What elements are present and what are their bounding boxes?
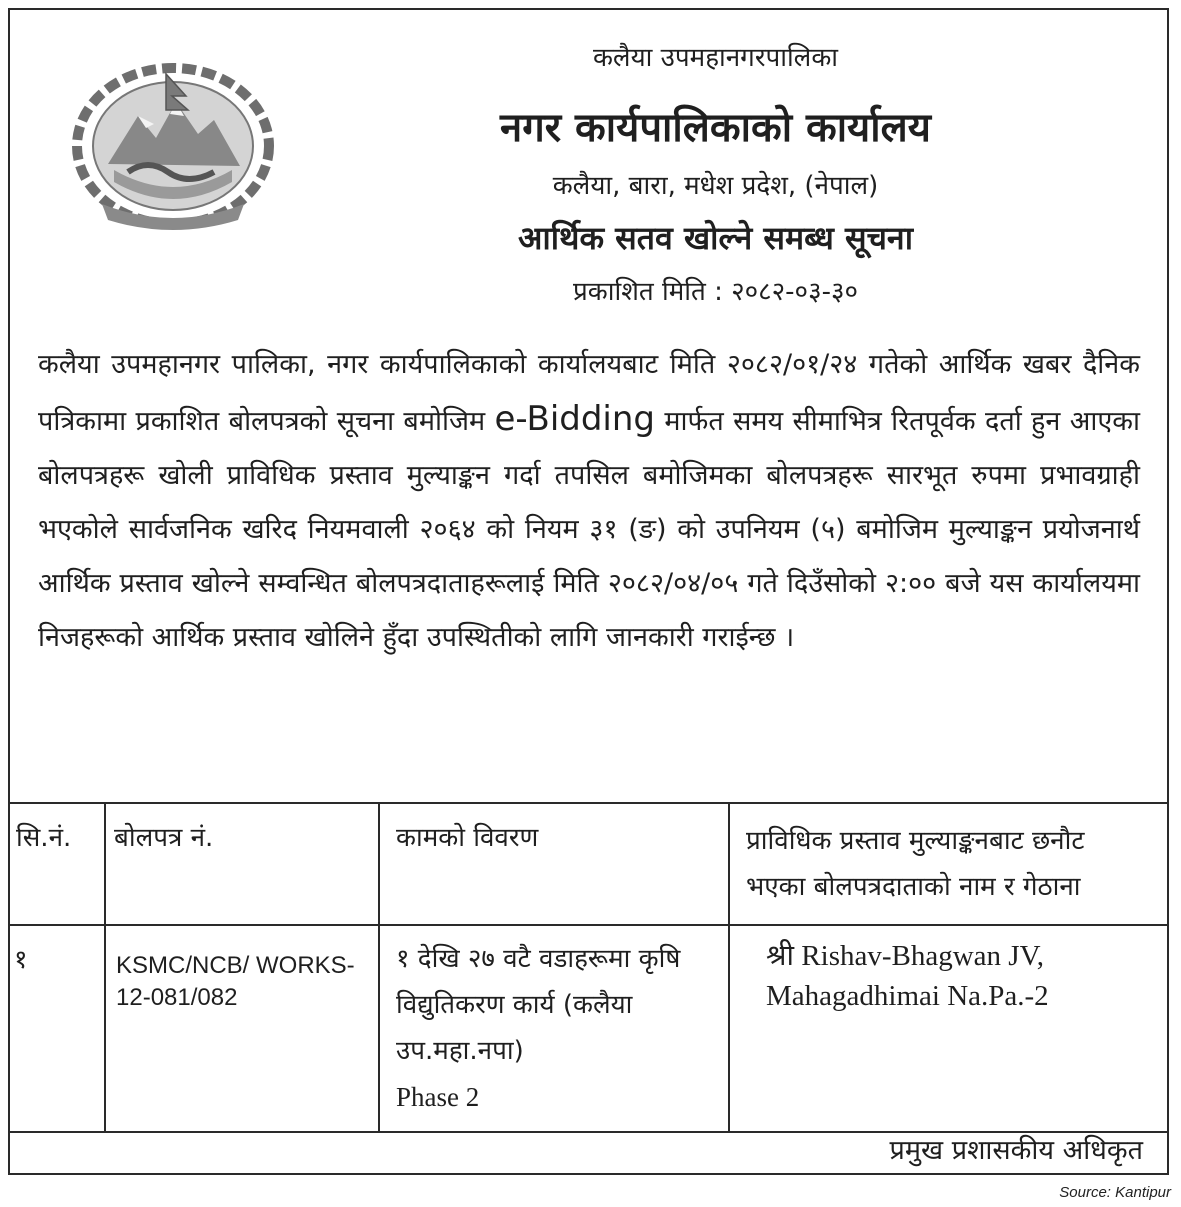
table-header-row xyxy=(10,803,1167,925)
row-work-text: १ देखि २७ वटै वडाहरूमा कृषि विद्युतिकरण कार्य (कलैया उप.महा.नपा) xyxy=(396,944,681,1066)
header-bidder: प्राविधिक प्रस्ताव मुल्याङ्कनबाट छनौट भएका बोलपत्रदाताको नाम र गेठाना xyxy=(729,803,1167,925)
row-bidder xyxy=(729,925,1167,1132)
row-bidder-name: श्री Rishav-Bhagwan JV, xyxy=(766,940,1045,972)
notice-frame xyxy=(8,8,1169,1175)
row-work xyxy=(379,925,729,1132)
row-bid-no: KSMC/NCB/ WORKS-12-081/082 xyxy=(105,925,379,1132)
notice-body-part2: मार्फत समय सीमाभित्र रितपूर्वक दर्ता हुन आएका बोलपत्रहरू खोली प्राविधिक प्रस्ताव मुल्याङ्कन गर्दा तपसिल बमोजिमका बोलपत्रहरू सारभूत रुपमा प्रभावग्राही भएकोले सार्वजनिक खरिद नियमवाली २०६४ को नियम ३१ (ङ) को उपनियम (५) बमोजिम मुल्याङ्कन प्रयोजनार्थ आर्थिक प्रस्ताव खोल्ने सम्वन्धित बोलपत्रदाताहरूलाई मिति २०८२/०४/०५ गते दिउँसोको २:०० बजे यस कार्यालयमा निजहरूको आर्थिक प्रस्ताव खोलिने हुँदा उपस्थितीको लागि जानकारी गराईन्छ । xyxy=(38,406,1140,653)
table-row xyxy=(10,925,1167,1132)
header-work: कामको विवरण xyxy=(379,803,729,925)
notice-title: आर्थिक सतव खोल्ने समब्ध सूचना xyxy=(518,219,913,257)
signatory-title: प्रमुख प्रशासकीय अधिकृत xyxy=(889,1135,1143,1166)
ebidding-term: e-Bidding xyxy=(494,399,656,439)
municipality-name: कलैया उपमहानगरपालिका xyxy=(592,43,839,73)
source-credit: Source: Kantipur xyxy=(1059,1184,1171,1201)
office-address: कलैया, बारा, मधेश प्रदेश, (नेपाल) xyxy=(552,171,879,201)
notice-body-part1: कलैया उपमहानगर पालिका, नगर कार्यपालिकाको कार्यालयबाट मिति २०८२/०१/२४ गतेको आर्थिक खबर दैनिक पत्रिकामा प्रकाशित बोलपत्रको सूचना बमोजिम xyxy=(38,349,1140,437)
published-date: प्रकाशित मिति : २०८२-०३-३० xyxy=(572,277,859,307)
header-bid-no: बोलपत्र नं. xyxy=(105,803,379,925)
row-bidder-address: Mahagadhimai Na.Pa.-2 xyxy=(766,980,1049,1012)
bid-table xyxy=(10,802,1167,1133)
row-work-phase: Phase 2 xyxy=(396,1082,480,1112)
notice-body xyxy=(38,338,1140,665)
office-title: नगर कार्यपालिकाको कार्यालय xyxy=(500,105,931,151)
header-sn: सि.नं. xyxy=(10,803,105,925)
row-sn: १ xyxy=(10,925,105,1132)
